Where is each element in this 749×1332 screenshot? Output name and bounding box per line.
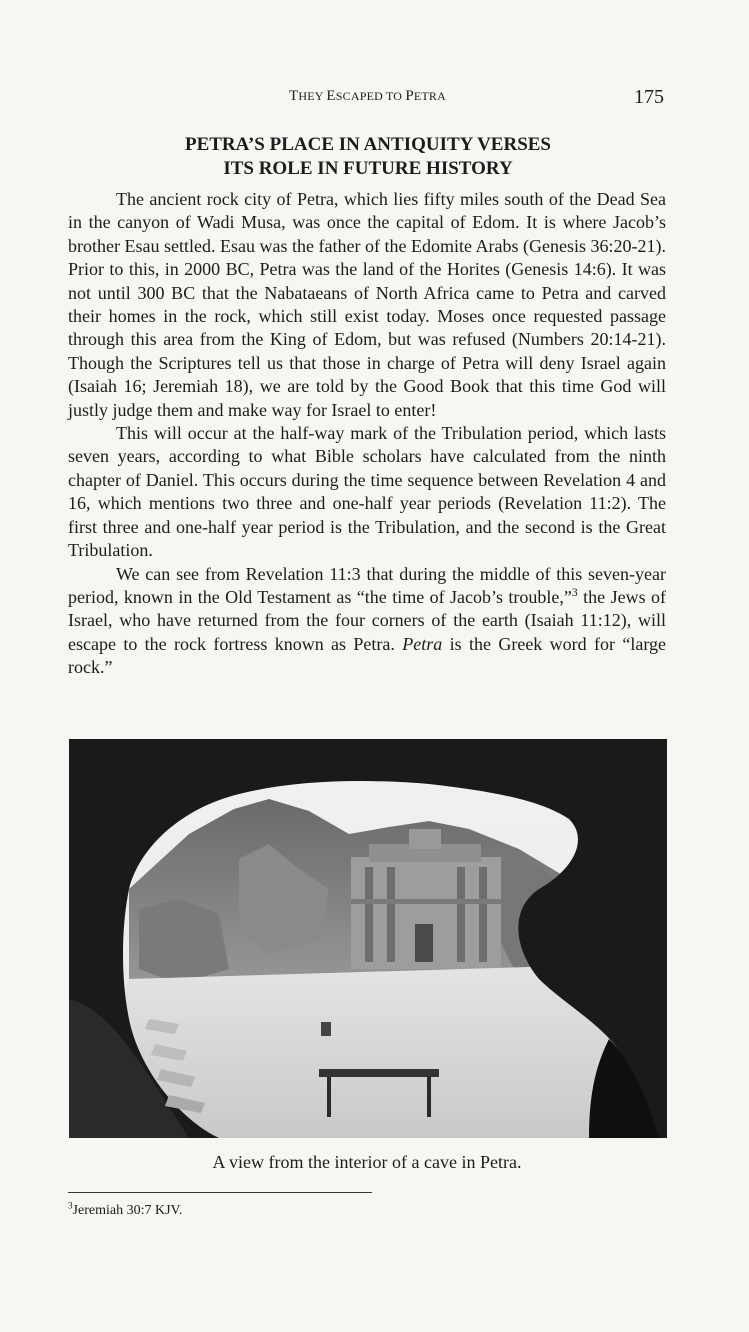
footnote — [68, 1200, 183, 1219]
paragraph-text: the Jews of Israel, who have returned from the four corners of the earth (Isaiah 11:12), will escape to the rock fortress known as Petra. — [68, 586, 666, 654]
footnote-marker: 3 — [68, 1200, 73, 1211]
paragraph-text: We can see from Revelation 11:3 that during the middle of this seven-year period, known in the Old Testament as “the time of Jacob’s trouble,” — [68, 563, 666, 607]
paragraph-text: is the Greek word for “large rock.” — [68, 633, 666, 678]
running-title-part: P — [405, 88, 414, 104]
body-text — [68, 188, 666, 680]
section-heading — [68, 133, 668, 181]
running-title-part: ETRA — [413, 89, 447, 103]
paragraph-text: Petra — [402, 633, 443, 654]
running-title-part: SCAPED TO — [335, 89, 406, 103]
running-title-part: E — [326, 88, 336, 104]
body-paragraph — [68, 563, 666, 680]
cave-photo-illustration — [69, 739, 667, 1138]
body-paragraph — [68, 188, 666, 422]
paragraph-text: The ancient rock city of Petra, which lies fifty miles south of the Dead Sea in the canyon of Wadi Musa, was once the capital of Edom. It is where Jacob’s brother Esau settled. Esau was the father of the Edomite Arabs (Genesis 36:20-21). Prior to this, in 2000 BC, Petra was the land of the Horites (Genesis 14:6). It was not until 300 BC that the Nabataeans of North Africa came to Petra and carved their homes in the rock, which still exist today. Moses once requested passage through this area from the King of Edom, but was refused (Numbers 20:14-21). Though the Scriptures tell us that those in charge of Petra will deny Israel again (Isaiah 16; Jeremiah 18), we are told by the Good Book that this time God will justly judge them and make way for Israel to enter! — [68, 189, 666, 420]
running-title-part: HEY — [298, 89, 327, 103]
running-head — [0, 86, 749, 110]
page-number: 175 — [634, 86, 664, 108]
figure-caption: A view from the interior of a cave in Petra. — [212, 1152, 522, 1172]
footnote-reference: 3 — [571, 585, 578, 599]
footnote-text: Jeremiah 30:7 KJV. — [72, 1203, 183, 1218]
section-heading-line: PETRA’S PLACE IN ANTIQUITY VERSES — [184, 134, 551, 155]
section-heading-line: ITS ROLE IN FUTURE HISTORY — [223, 158, 513, 179]
body-paragraph — [68, 422, 666, 562]
footnote-divider — [68, 1192, 372, 1193]
cave-photo — [69, 739, 667, 1138]
running-title-part: T — [288, 88, 299, 104]
running-title — [0, 88, 735, 105]
paragraph-text: This will occur at the half-way mark of the Tribulation period, which lasts seven years, according to what Bible scholars have calculated from the ninth chapter of Daniel. This occurs during the time sequence between Revelation 4 and 16, which mentions two three and one-half year periods (Revelation 11:2). The first three and one-half year period is the Tribulation, and the second is the Great Tribulation. — [68, 423, 666, 561]
